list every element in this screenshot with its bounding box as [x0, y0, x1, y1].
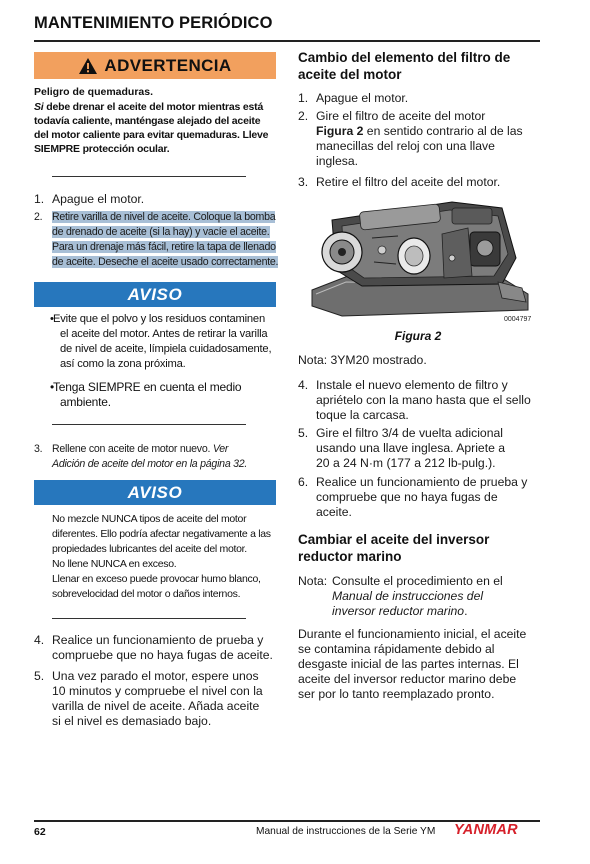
- note-text: Nota: Consulte el procedimiento en el Manual de instrucciones del inversor reductor marino.: [298, 574, 503, 618]
- highlighted-text: Para un drenaje más fácil, retire la tapa de llenado: [52, 241, 276, 253]
- warning-heading: Peligro de quemaduras.: [34, 86, 154, 98]
- figure-number: 0004797: [504, 316, 532, 323]
- divider: [52, 618, 246, 619]
- note-text: Nota: 3YM20 mostrado.: [298, 353, 427, 367]
- page-title: MANTENIMIENTO PERIÓDICO: [34, 14, 273, 32]
- footer-manual-title: Manual de instrucciones de la Serie YM: [256, 826, 436, 837]
- highlighted-text: de aceite. Deseche el aceite usado correctamente.: [52, 256, 279, 268]
- notice-banner: AVISO: [34, 480, 276, 505]
- divider: [52, 176, 246, 177]
- highlighted-text: de drenado de aceite (si la hay) y vacíe el aceite.: [52, 226, 270, 238]
- body-paragraph: Durante el funcionamiento inicial, el aceite se contamina rápidamente debido al desgaste inicial de las partes internas. El aceite del inversor reductor marino debe ser por lo tanto reemplazado pronto.: [298, 627, 527, 701]
- notice-bullet: • Evite que el polvo y los residuos contaminen el aceite del motor. Antes de retirar la varilla de nivel de aceite, límpiela cuidadosamente, así como la zona próxima.: [50, 313, 272, 370]
- section-heading: Cambiar el aceite del inversor reductor marino: [298, 532, 490, 564]
- divider: [52, 424, 246, 425]
- notice-bullet: • Tenga SIEMPRE en cuenta el medio ambiente.: [50, 380, 242, 409]
- warning-triangle-icon: [78, 57, 98, 75]
- brand-logo: YANMAR: [454, 822, 518, 838]
- warning-banner: [34, 52, 276, 79]
- warning-label: ADVERTENCIA: [104, 55, 232, 75]
- highlighted-text: Retire varilla de nivel de aceite. Coloque la bomba: [52, 211, 276, 223]
- section-heading: Cambio del elemento del filtro de aceite del motor: [298, 50, 511, 82]
- notice-banner: AVISO: [34, 282, 276, 307]
- notice-text: No mezcle NUNCA tipos de aceite del motor diferentes. Ello podría afectar negativamente a las propiedades lubricantes del aceite del motor. No llene NUNCA en exceso. Llenar en exceso puede provocar humo blanco, sobrevelocidad del motor o daños internos.: [52, 513, 271, 600]
- figure-caption: Figura 2: [394, 329, 442, 343]
- page-number: 62: [34, 826, 46, 838]
- engine-illustration: [302, 198, 538, 324]
- warning-body: Si debe drenar el aceite del motor mientras está todavía caliente, manténgase alejado del aceite del motor caliente para evitar quemaduras. Lleve SIEMPRE protección ocular.: [34, 101, 269, 155]
- title-rule: [34, 40, 540, 42]
